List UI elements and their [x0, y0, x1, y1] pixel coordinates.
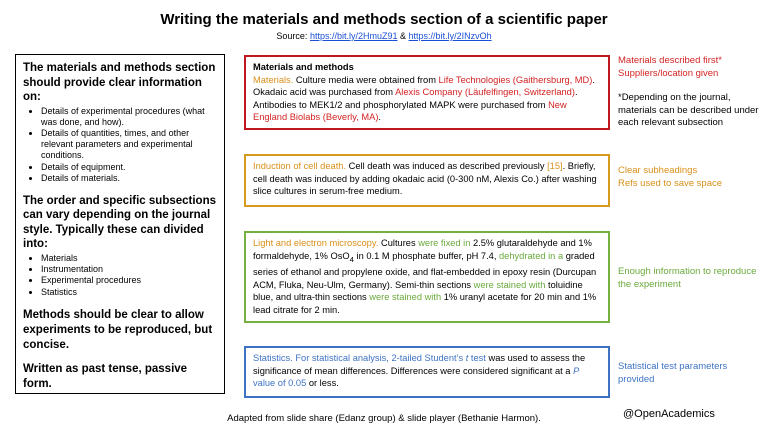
note-line: Materials described first* [618, 55, 723, 66]
text-span: . Briefly, cell death was induced by adding okadaic acid (0-300 nM, Alexis Co.) after washing slice cultures in serum-free medium. [253, 161, 597, 197]
materials-paragraph [253, 74, 601, 124]
information-list [23, 106, 217, 184]
subheadings-note [618, 165, 766, 190]
passive-verb-highlight: were stained with [369, 292, 442, 303]
page-title: Writing the materials and methods section of a scientific paper [160, 11, 608, 28]
statistics-note [618, 361, 766, 386]
cell-death-subheading: Induction of cell death. [253, 161, 347, 171]
source-line [0, 31, 768, 41]
subsections-heading: The order and specific subsections can vary depending on the journal style. Typically these can divided into: [23, 194, 216, 251]
overview-panel [15, 54, 225, 394]
p-value-highlight: value of 0.05 [253, 378, 307, 389]
overview-heading: The materials and methods section should provide clear information on: [23, 62, 216, 103]
note-line: Refs used to save space [618, 177, 723, 189]
reference-highlight: [15] [547, 161, 563, 171]
text-span: Cultures [378, 238, 419, 248]
list-item: • Experimental procedures [41, 275, 217, 286]
text-span: . Antibodies to MEK1/2 and phosphorylated MAPK were purchased from [253, 87, 578, 110]
journal-footnote [618, 92, 766, 130]
materials-note [618, 55, 766, 80]
attribution-footer: Adapted from slide share (Edanz group) & slide player (Bethanie Harmon). [227, 413, 541, 424]
list-item: • Instrumentation [41, 264, 217, 275]
source-link-1[interactable]: https://bit.ly/2HmuZ91 [309, 31, 398, 41]
list-item: • Materials [41, 253, 217, 264]
supplier-highlight: Alexis Company (Läufelfingen, Switzerland) [395, 87, 575, 98]
note-line: Statistical test parameters provided [618, 361, 728, 385]
statistics-highlight: Statistics. For statistical analysis, 2-tailed Student’s [253, 353, 466, 363]
source-ampersand: & [400, 31, 407, 41]
note-line: Suppliers/location given [618, 67, 719, 79]
text-span: . [378, 112, 382, 123]
text-span: was used to assess the significance of mean differences. Differences were considered significant at a [253, 353, 586, 376]
author-handle: @OpenAcademics [623, 408, 715, 420]
supplier-location-highlight: (Beverly, MA) [322, 112, 379, 123]
passive-verb-highlight: were fixed in [418, 238, 471, 248]
materials-methods-heading: Materials and methods [253, 62, 354, 72]
materials-example-box [244, 55, 610, 130]
text-span: or less. [306, 378, 339, 389]
text-span: 2.5% glutaraldehyde and 1% formaldehyde, 1% OsO [253, 238, 592, 261]
list-item: • Details of equipment. [41, 162, 217, 173]
statistics-highlight-italic: t [465, 353, 469, 363]
text-span: graded series of ethanol and propylene oxide, and flat-embedded in epoxy resin (Durcupan ACM, Fluka, Neu-Ulm, Germany). Semi-thin sections [253, 250, 597, 290]
closing-statement-clarity: Methods should be clear to allow experiments to be reproduced, but concise. [23, 308, 213, 351]
note-line: *Depending on the journal, materials can be described under each relevant subsection [618, 92, 759, 128]
text-span: in 0.1 M phosphate buffer, pH 7.4, [353, 250, 500, 261]
text-span: Culture media were obtained from [293, 74, 439, 85]
statistics-example-box [244, 346, 610, 398]
materials-subheading: Materials. [253, 74, 294, 85]
cell-death-paragraph [253, 160, 601, 198]
statistics-paragraph [253, 352, 601, 390]
text-span: . Okadaic acid was purchased from [253, 74, 595, 98]
microscopy-paragraph [253, 237, 601, 316]
source-prefix: Source: [276, 31, 308, 41]
note-line: Clear subheadings [618, 165, 698, 176]
passive-verb-highlight: dehydrated in a [499, 250, 564, 261]
p-value-italic: P [573, 365, 580, 376]
closing-statement-tense: Written as past tense, passive form. [23, 362, 188, 390]
microscopy-example-box [244, 231, 610, 323]
microscopy-subheading: Light and electron microscopy. [253, 238, 379, 248]
supplier-highlight: Life Technologies (Gaithersburg, MD) [438, 74, 593, 85]
note-line: Enough information to reproduce the experiment [618, 266, 757, 290]
list-item: • Details of quantities, times, and other relevant parameters and experimental conditions. [41, 128, 217, 162]
statistics-highlight: test [468, 353, 486, 363]
reproducibility-note [618, 266, 766, 291]
subscript: 4 [349, 254, 354, 264]
supplier-highlight: New England Biolabs [253, 99, 567, 123]
list-item: • Statistics [41, 287, 217, 298]
list-item: • Details of experimental procedures (what was done, and how). [41, 106, 217, 128]
text-span: toluidine blue, and ultra-thin sections [253, 279, 583, 303]
text-span: 1% uranyl acetate for 20 min and 1% lead citrate for 2 min. [253, 292, 597, 315]
list-item: • Details of materials. [41, 173, 217, 184]
subsections-list [23, 253, 217, 298]
source-link-2[interactable]: https://bit.ly/2INzvOh [408, 31, 492, 41]
passive-verb-highlight: were stained with [473, 279, 546, 290]
text-span: Cell death was induced as described previously [346, 161, 548, 171]
cell-death-example-box [244, 154, 610, 207]
